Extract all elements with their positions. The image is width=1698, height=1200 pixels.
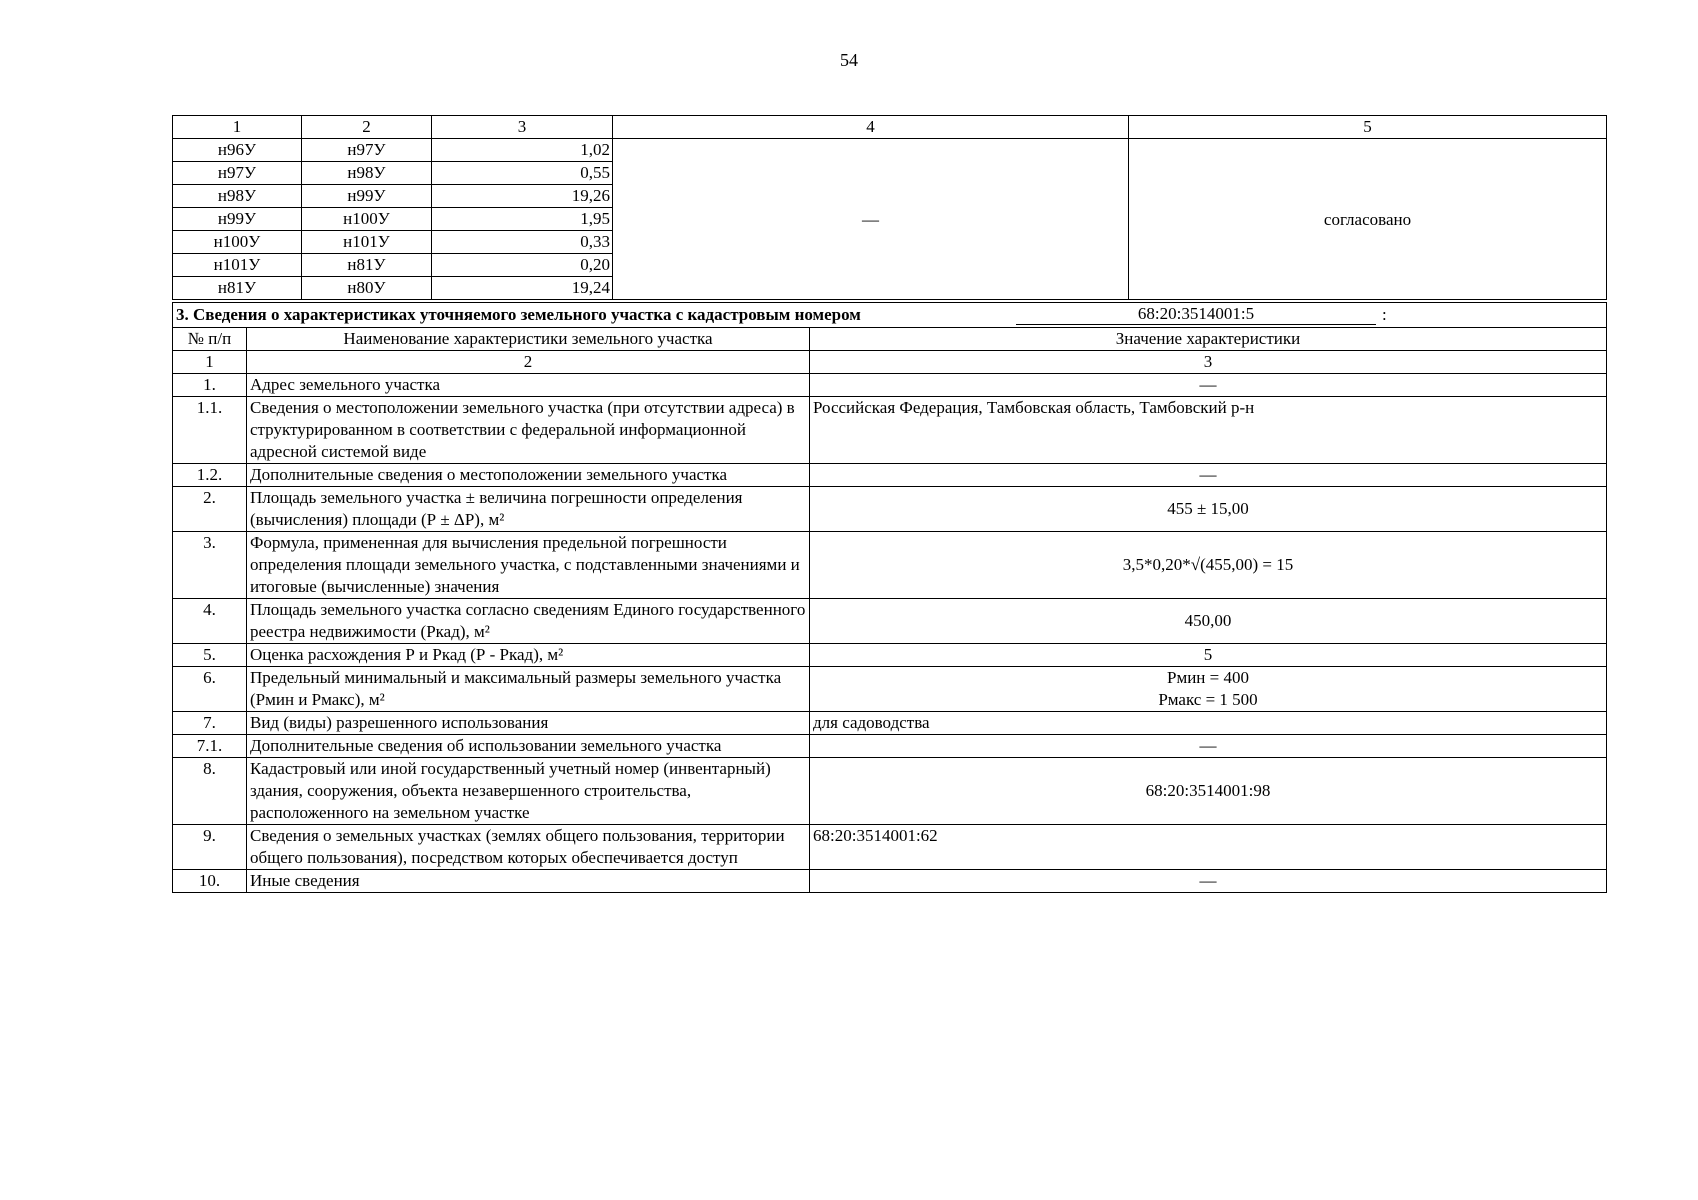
table-row — [173, 487, 1607, 532]
index-3: 3 — [810, 351, 1607, 374]
section-title-row — [173, 303, 1607, 328]
boundary-header-1: 1 — [173, 116, 302, 139]
col5-merged-value: согласовано — [1129, 139, 1607, 300]
row-value: — — [810, 374, 1607, 397]
row-num: 1. — [173, 374, 247, 397]
header-name: Наименование характеристики земельного участка — [247, 328, 810, 351]
table-row — [173, 825, 1607, 870]
segment-length: 1,02 — [432, 139, 613, 162]
table-row — [173, 464, 1607, 487]
section-title — [176, 303, 1603, 327]
row-value: — — [810, 735, 1607, 758]
row-name: Площадь земельного участка согласно сведениям Единого государственного реестра недвижимости (Ркад), м² — [247, 599, 810, 644]
row-num: 1.2. — [173, 464, 247, 487]
point-from: н101У — [173, 254, 302, 277]
index-1: 1 — [173, 351, 247, 374]
row-num: 9. — [173, 825, 247, 870]
table-row — [173, 735, 1607, 758]
table-row — [173, 374, 1607, 397]
row-value: 450,00 — [810, 599, 1607, 644]
section-title-text: 3. Сведения о характеристиках уточняемого земельного участка с кадастровым номером — [176, 305, 861, 324]
segment-length: 1,95 — [432, 208, 613, 231]
p-max-value: Рмакс = 1 500 — [1158, 690, 1258, 709]
segment-length: 0,55 — [432, 162, 613, 185]
row-num: 6. — [173, 667, 247, 712]
row-name: Дополнительные сведения об использовании земельного участка — [247, 735, 810, 758]
point-from: н99У — [173, 208, 302, 231]
point-from: н100У — [173, 231, 302, 254]
row-num: 2. — [173, 487, 247, 532]
row-value: для садоводства — [810, 712, 1607, 735]
index-row — [173, 351, 1607, 374]
table-row — [173, 139, 1607, 162]
table-row — [173, 532, 1607, 599]
row-num: 1.1. — [173, 397, 247, 464]
row-name: Сведения о местоположении земельного участка (при отсутствии адреса) в структурированном в соответствии с федеральной информационной адресной системой виде — [247, 397, 810, 464]
table-row — [173, 712, 1607, 735]
row-num: 8. — [173, 758, 247, 825]
row-value: 3,5*0,20*√(455,00) = 15 — [810, 532, 1607, 599]
point-to: н98У — [302, 162, 432, 185]
table-row — [173, 644, 1607, 667]
row-num: 5. — [173, 644, 247, 667]
row-name: Оценка расхождения Р и Ркад (Р - Ркад), м² — [247, 644, 810, 667]
point-from: н98У — [173, 185, 302, 208]
row-num: 10. — [173, 870, 247, 893]
p-min-value: Рмин = 400 — [1167, 668, 1249, 687]
point-to: н101У — [302, 231, 432, 254]
row-name: Адрес земельного участка — [247, 374, 810, 397]
point-from: н97У — [173, 162, 302, 185]
row-value — [810, 667, 1607, 712]
table-row — [173, 758, 1607, 825]
row-value: — — [810, 464, 1607, 487]
point-to: н81У — [302, 254, 432, 277]
cadastral-number: 68:20:3514001:5 — [1016, 303, 1376, 325]
header-value: Значение характеристики — [810, 328, 1607, 351]
row-value: 5 — [810, 644, 1607, 667]
row-value: Российская Федерация, Тамбовская область, Тамбовский р-н — [810, 397, 1607, 464]
row-name: Сведения о земельных участках (землях общего пользования, территории общего пользования), посредством которых обеспечивается доступ — [247, 825, 810, 870]
section-title-cell — [173, 303, 1607, 328]
row-value: 455 ± 15,00 — [810, 487, 1607, 532]
row-value: — — [810, 870, 1607, 893]
row-name: Предельный минимальный и максимальный размеры земельного участка (Рмин и Рмакс), м² — [247, 667, 810, 712]
row-num: 3. — [173, 532, 247, 599]
table-row — [173, 599, 1607, 644]
table-row — [173, 870, 1607, 893]
row-name: Дополнительные сведения о местоположении земельного участка — [247, 464, 810, 487]
row-name: Кадастровый или иной государственный учетный номер (инвентарный) здания, сооружения, объекта незавершенного строительства, расположенного на земельном участке — [247, 758, 810, 825]
index-2: 2 — [247, 351, 810, 374]
table-row — [173, 667, 1607, 712]
title-colon: : — [1382, 305, 1387, 324]
segment-length: 19,26 — [432, 185, 613, 208]
col4-merged-value: — — [613, 139, 1129, 300]
segment-length: 19,24 — [432, 277, 613, 300]
row-name: Формула, примененная для вычисления предельной погрешности определения площади земельного участка, с подставленными значениями и итоговые (вычисленные) значения — [247, 532, 810, 599]
row-name: Вид (виды) разрешенного использования — [247, 712, 810, 735]
point-to: н99У — [302, 185, 432, 208]
header-num: № п/п — [173, 328, 247, 351]
segment-length: 0,33 — [432, 231, 613, 254]
point-to: н100У — [302, 208, 432, 231]
point-from: н96У — [173, 139, 302, 162]
characteristics-header-row — [173, 328, 1607, 351]
point-to: н97У — [302, 139, 432, 162]
row-name: Иные сведения — [247, 870, 810, 893]
boundary-header-row — [173, 116, 1607, 139]
page-number: 54 — [840, 50, 858, 70]
boundary-header-4: 4 — [613, 116, 1129, 139]
boundary-header-2: 2 — [302, 116, 432, 139]
point-to: н80У — [302, 277, 432, 300]
boundary-header-3: 3 — [432, 116, 613, 139]
row-value: 68:20:3514001:98 — [810, 758, 1607, 825]
row-value: 68:20:3514001:62 — [810, 825, 1607, 870]
row-num: 4. — [173, 599, 247, 644]
characteristics-table — [172, 302, 1607, 893]
row-name: Площадь земельного участка ± величина погрешности определения (вычисления) площади (Р ± ΔР), м² — [247, 487, 810, 532]
row-num: 7.1. — [173, 735, 247, 758]
point-from: н81У — [173, 277, 302, 300]
segment-length: 0,20 — [432, 254, 613, 277]
boundary-table — [172, 115, 1607, 300]
table-row — [173, 397, 1607, 464]
boundary-header-5: 5 — [1129, 116, 1607, 139]
row-num: 7. — [173, 712, 247, 735]
